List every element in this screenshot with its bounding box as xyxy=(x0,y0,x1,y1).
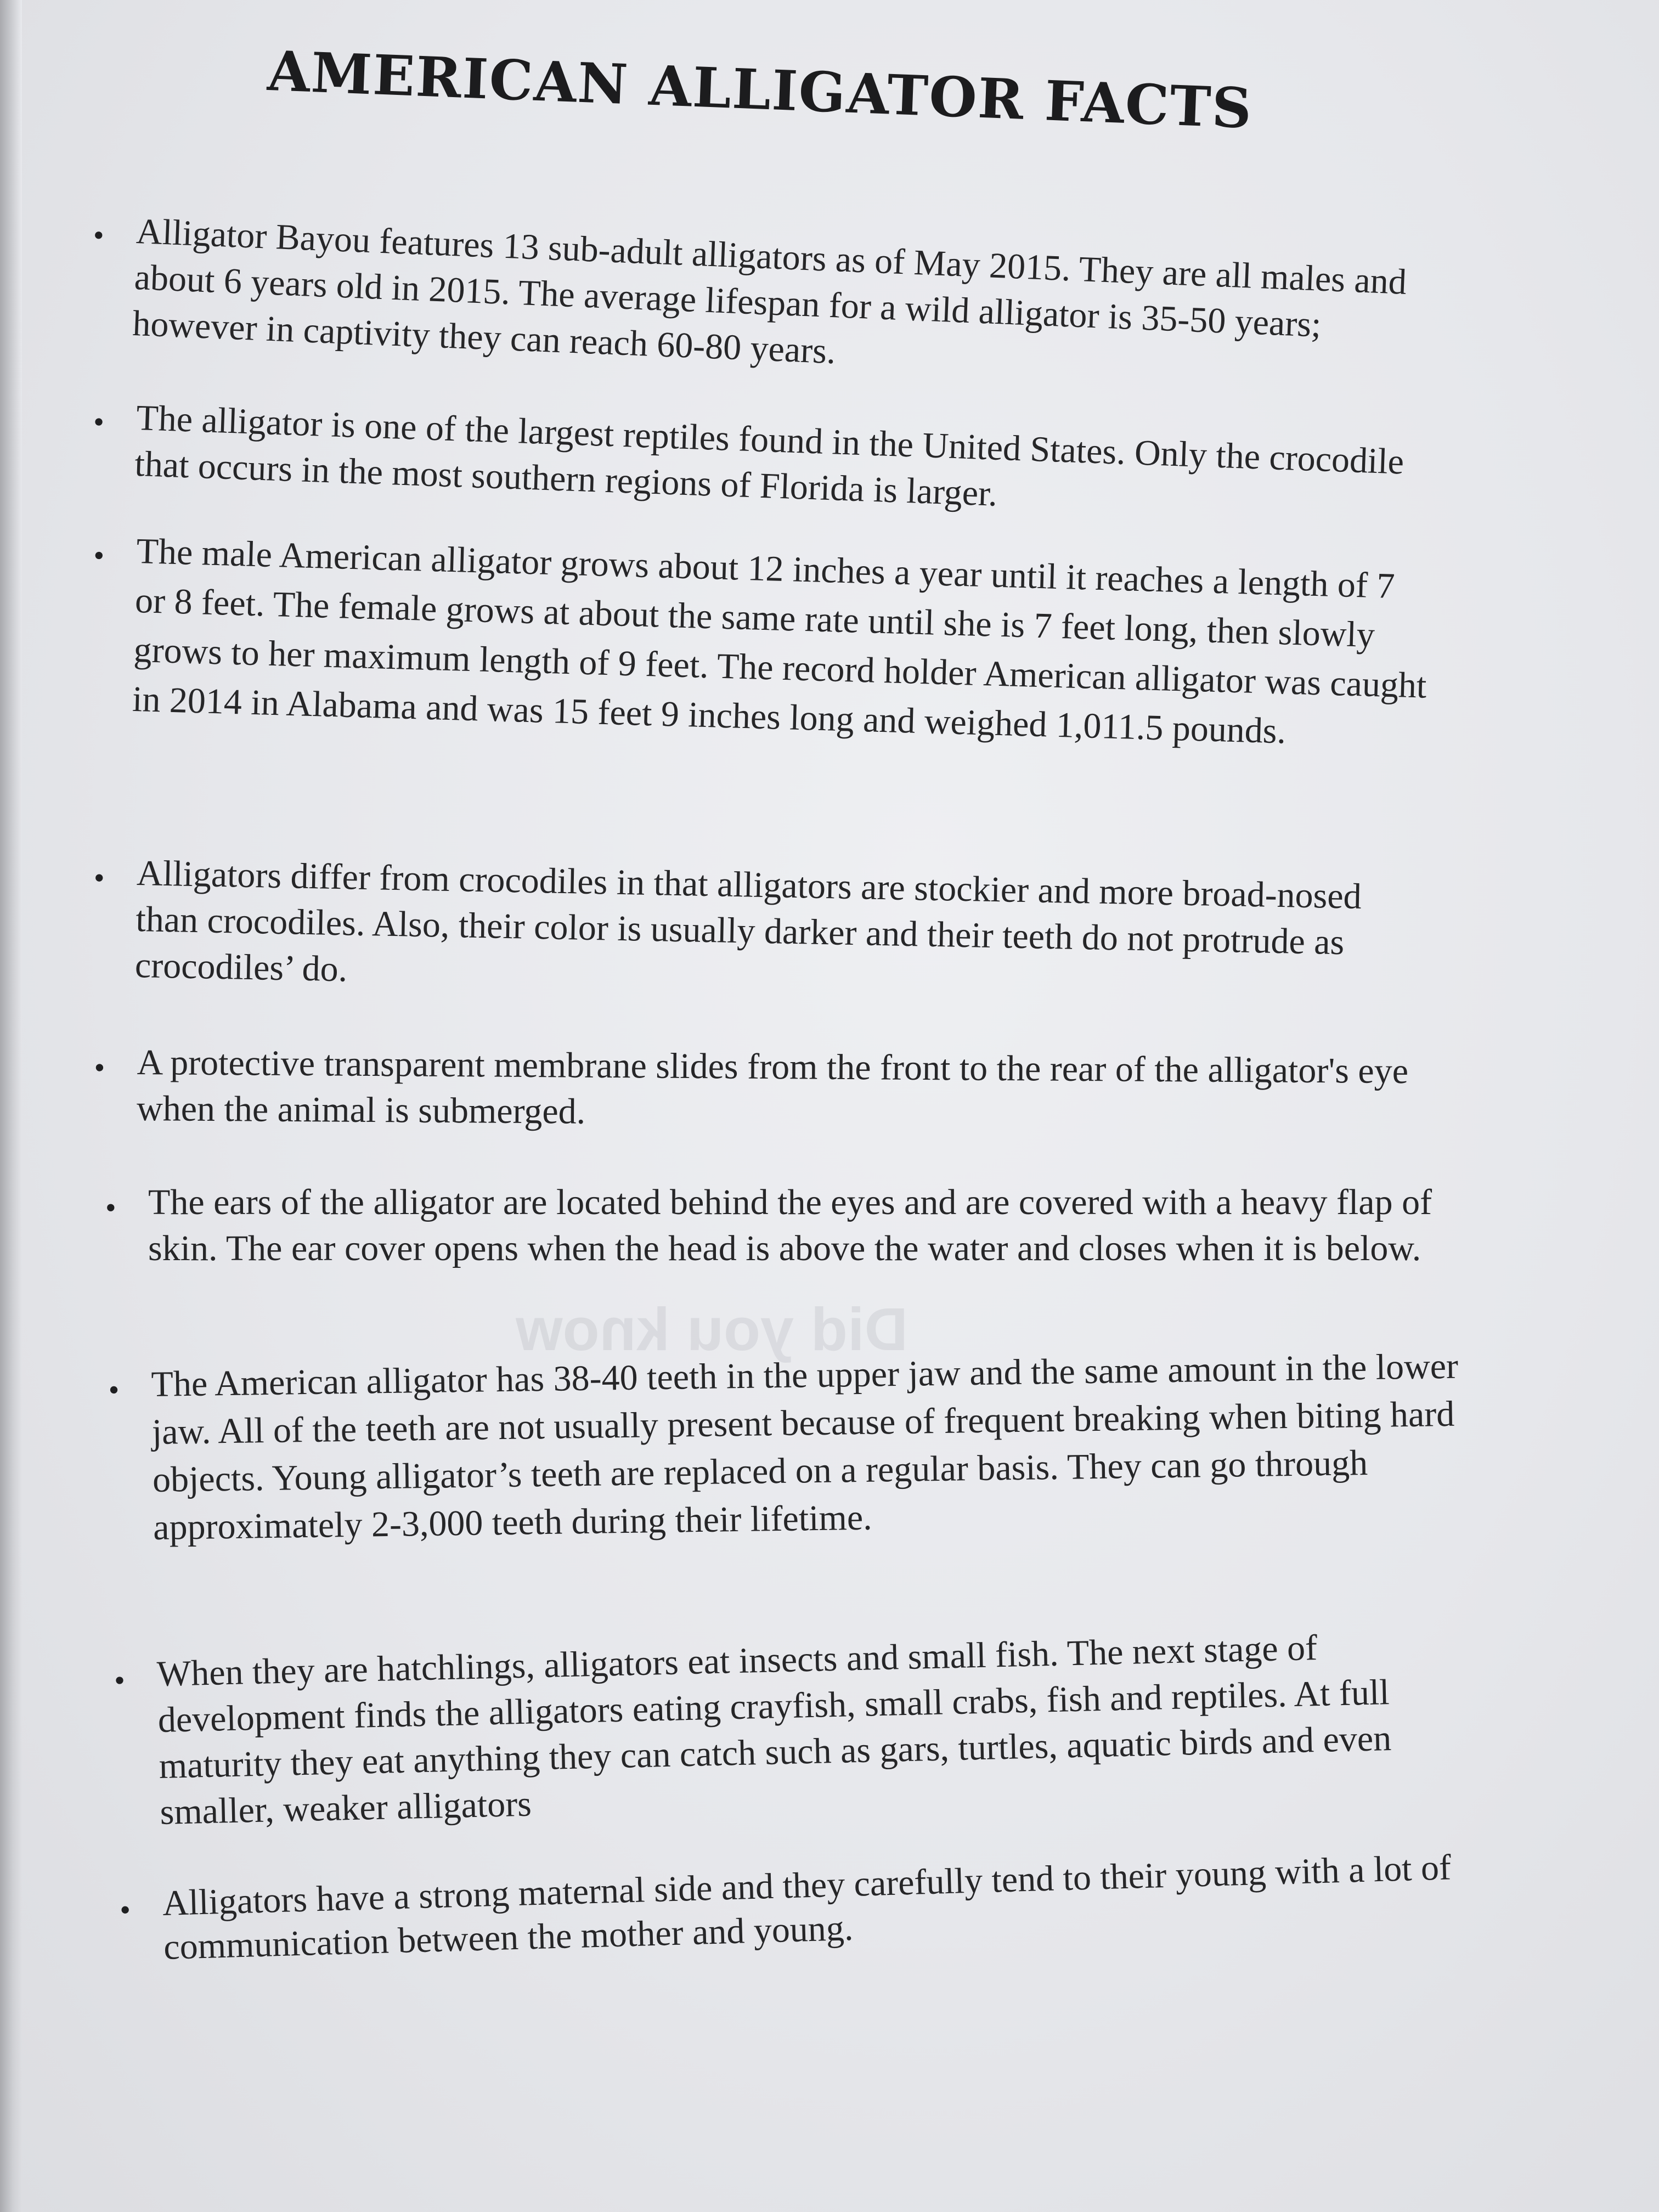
fact-item xyxy=(105,1180,1492,1272)
bullet-icon: • xyxy=(105,1191,116,1225)
fact-item xyxy=(93,395,1431,532)
bullet-icon: • xyxy=(92,218,105,253)
fact-item xyxy=(119,1844,1508,1970)
bullet-icon: • xyxy=(119,1893,131,1928)
fact-text: The alligator is one of the largest reptiles found in the United States. Only the crocodile that occurs in the most southern regions of Florida is larger. xyxy=(134,397,1405,514)
fact-text: The male American alligator grows about 12 inches a year until it reaches a length of 7 or 8 feet. The female grows at about the same rate until she is 7 feet long, then slowly grows to her maximum length of 9 feet. The record holder American alligator was caught in 2014 in Alabama and was 15 feet 9 inches long and weighed 1,011.5 pounds. xyxy=(132,531,1427,752)
fact-item xyxy=(93,527,1431,760)
bullet-icon: • xyxy=(93,861,105,895)
bullet-icon: • xyxy=(94,1051,105,1085)
fact-text: Alligators have a strong maternal side and they carefully tend to their young with a lot of communication between the mother and young. xyxy=(162,1847,1452,1967)
fact-text: A protective transparent membrane slides from the front to the rear of the alligator's eye when the animal is submerged. xyxy=(136,1042,1409,1132)
bullet-icon: • xyxy=(93,538,105,573)
fact-text: The American alligator has 38-40 teeth in the upper jaw and the same amount in the lower jaw. All of the teeth are not usually present because of frequent breaking when biting hard objects. Young alligator’s teeth are replaced on a regular basis. They can go through approximately 2-3,000 teeth during their lifetime. xyxy=(151,1346,1459,1548)
fact-item xyxy=(94,1040,1432,1141)
bullet-icon: • xyxy=(108,1373,120,1408)
fact-item xyxy=(114,1621,1488,1836)
fact-item xyxy=(93,850,1387,1013)
fact-text: The ears of the alligator are located behind the eyes and are covered with a heavy flap of skin. The ear cover opens when the head is above the water and closes when it is below. xyxy=(148,1182,1432,1268)
fact-text: Alligator Bayou features 13 sub-adult alligators as of May 2015. They are all males and about 6 years old in 2015. The average lifespan for a wild alligator is 35-50 years; however in captivity they can reach 60-80 years. xyxy=(132,211,1408,372)
bleed-through-text: Did you know xyxy=(516,1296,908,1363)
page-title: AMERICAN ALLIGATOR FACTS xyxy=(266,38,1254,141)
fact-item xyxy=(108,1342,1470,1551)
bullet-icon: • xyxy=(93,405,105,439)
fact-text: When they are hatchlings, alligators eat insects and small fish. The next stage of development finds the alligators eating crayfish, small crabs, fish and reptiles. At full maturity they eat anything they can catch such as gars, turtles, aquatic birds and even smaller, weaker alligators xyxy=(156,1628,1392,1832)
fact-text: Alligators differ from crocodiles in that alligators are stockier and more broad-nosed than crocodiles. Also, their color is usually darker and their teeth do not protrude as crocodiles’ do. xyxy=(134,853,1362,990)
fact-item xyxy=(92,208,1453,399)
bullet-icon: • xyxy=(114,1663,126,1698)
